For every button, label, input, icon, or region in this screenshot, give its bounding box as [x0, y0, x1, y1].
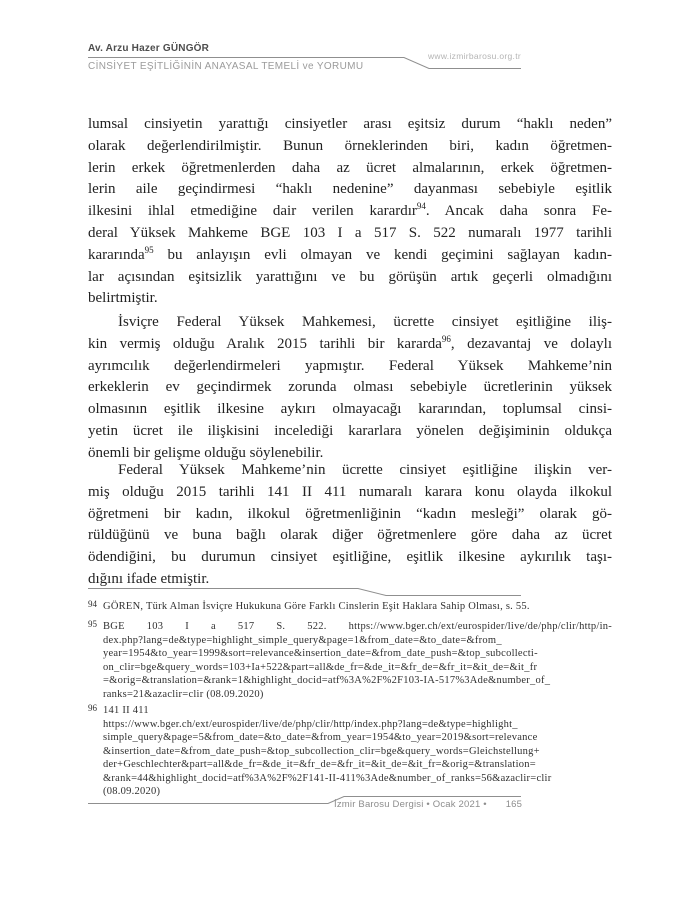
text-line: Federal Yüksek Mahkeme’nin ücrette cinsiyet eşitliğine ilişkin ver- — [118, 462, 612, 478]
text-line: kin vermiş olduğu Aralık 2015 tarihli bir kararda$^{96}$, dezavantaj ve dolaylı — [88, 333, 612, 352]
paragraph — [88, 460, 612, 591]
text-line: öğretmeni bir kadın, ilkokul öğretmenliğinin “kadın mesleği” olarak gö- — [88, 505, 612, 522]
footnote-line: simple_query&page=5&from_date=&to_date=&from_year=1954&to_year=2019&sort=relevance — [103, 732, 538, 743]
footnote — [88, 600, 612, 614]
footnote-line: https://www.bger.ch/ext/eurospider/live/de/php/clir/http/index.php?lang=de&type=highlight_ — [103, 718, 518, 730]
footnote-line: year=1954&to_year=1999&sort=relevance&insertion_date=&from_date_push=&top_subcollecti- — [103, 648, 538, 659]
text-line: olmasının eşitlik ilkesine aykırı olmayacağı kararından, toplumsal cinsi- — [88, 401, 612, 418]
footnote-line: on_clir=bge&query_words=103+Ia+522&part=all&de_fr=&de_it=&fr_de=&fr_it=&it_de=&it_fr — [103, 661, 538, 673]
text-line: İsviçre Federal Yüksek Mahkemesi, ücrette cinsiyet eşitliğine iliş- — [118, 314, 612, 330]
footnote — [88, 620, 612, 701]
paragraph — [88, 114, 612, 310]
text-line: önemli bir gelişme olduğu söylenebilir. — [88, 444, 324, 461]
website-url: www.izmirbarosu.org.tr — [427, 51, 521, 61]
text-line: deral Yüksek Mahkeme BGE 103 I a 517 S. 522 numaralı 1977 tarihli — [88, 224, 612, 241]
footnotes-section — [88, 600, 612, 805]
footnote-ref: 96 — [441, 333, 451, 344]
footnote-text — [103, 600, 612, 614]
text-line: lumsal cinsiyetin yarattığı cinsiyetler arası eşitsiz durum “haklı neden” — [88, 116, 612, 132]
author-name: Av. Arzu Hazer GÜNGÖR — [88, 43, 210, 54]
footnote-line: dex.php?lang=de&type=highlight_simple_query&page=1&from_date=&to_date=&from_ — [103, 634, 502, 646]
footnote-line: (08.09.2020) — [103, 786, 161, 797]
journal-name-issue: İzmir Barosu Dergisi • Ocak 2021 • — [334, 799, 487, 810]
footer-text — [334, 799, 522, 810]
footnote-line: GÖREN, Türk Alman İsviçre Hukukuna Göre Farklı Cinslerin Eşit Haklara Sahip Olması, s. 55. — [103, 601, 530, 612]
text-line: kararında$^{95}$ bu anlayışın evli olmayan ve kendi geçimini sağlayan kadın- — [88, 244, 612, 263]
footnote-number: 94 — [88, 599, 97, 609]
text-line: ayrımcılık değerlendirmeleri yapmıştır. Federal Yüksek Mahkeme’nin — [88, 357, 612, 374]
text-line: miş olduğu 2015 tarihli 141 II 411 numaralı karara konu olayda ilkokul — [88, 483, 612, 500]
text-line: ödendiğini, bu durumun cinsiyet eşitliğine, eşitlik ilkesine aykırılık taşı- — [88, 549, 612, 566]
footnote-ref: 94 — [416, 201, 426, 212]
article-body — [88, 114, 612, 600]
footnote — [88, 704, 612, 799]
text-line: yetin ücret ile ilişkisini incelediği kararlara yönelen değişiminin oldukça — [88, 422, 612, 439]
footnote-line: =&orig=&translation=&rank=1&highlight_docid=atf%3A%2F%2F103-IA-517%3Ade&number_of_ — [103, 675, 551, 686]
text-line: rüldüğünü ve buna bağlı olarak diğer öğretmenlere göre daha az ücret — [88, 527, 612, 544]
text-line: erkeklerin ev geçindirmek zorunda olması sebebiyle ücretlerinin yüksek — [88, 379, 612, 396]
text-line: lerin aile geçindirmesi “haklı nedenine” dayanması sebebiyle eşitlik — [88, 181, 612, 198]
paragraph — [88, 312, 612, 465]
article-title: CİNSİYET EŞİTLİĞİNİN ANAYASAL TEMELİ ve YORUMU — [88, 61, 364, 72]
footnote-number: 96 — [88, 703, 97, 713]
footnote-line: ranks=21&azaclir=clir (08.09.2020) — [103, 688, 264, 700]
text-line: lerin erkek öğretmenlerden daha az ücret almalarının, erkek öğretmen- — [88, 159, 612, 176]
footnote-text — [103, 620, 612, 701]
text-line: belirtmiştir. — [88, 290, 158, 307]
page-number: 165 — [505, 799, 523, 810]
footnote-line: BGE 103 I a 517 S. 522. https://www.bger.ch/ext/eurospider/live/de/php/clir/http/in- — [103, 621, 612, 632]
footnote-line: &rank=44&highlight_docid=atf%3A%2F%2F141-II-411%3Ade&number_of_ranks=56&azaclir=clir — [103, 772, 552, 784]
footnote-text — [103, 704, 612, 799]
text-line: lar açısından eşitsizlik yarattığını ve bu görüşün artık geçerli olmadığını — [88, 268, 612, 285]
footnote-line: 141 II 411 — [103, 705, 149, 716]
footnote-number: 95 — [88, 619, 97, 629]
footnote-line: &insertion_date=&from_date_push=&top_subcollection_clir=bge&query_words=Gleichstellung+ — [103, 745, 540, 757]
text-line: olarak değerlendirilmiştir. Bunun örneklerinden biri, kadın öğretmen- — [88, 137, 612, 154]
text-line: ilkesini ihlal etmediğine dair verilen karardır$^{94}$. Ancak daha sonra Fe- — [88, 201, 613, 220]
footnote-ref: 95 — [144, 244, 154, 255]
text-line: dığını ifade etmiştir. — [88, 570, 210, 587]
footnote-line: der+Geschlechter&part=all&de_fr=&de_it=&fr_de=&fr_it=&it_de=&it_fr=&orig=&translation= — [103, 759, 536, 770]
